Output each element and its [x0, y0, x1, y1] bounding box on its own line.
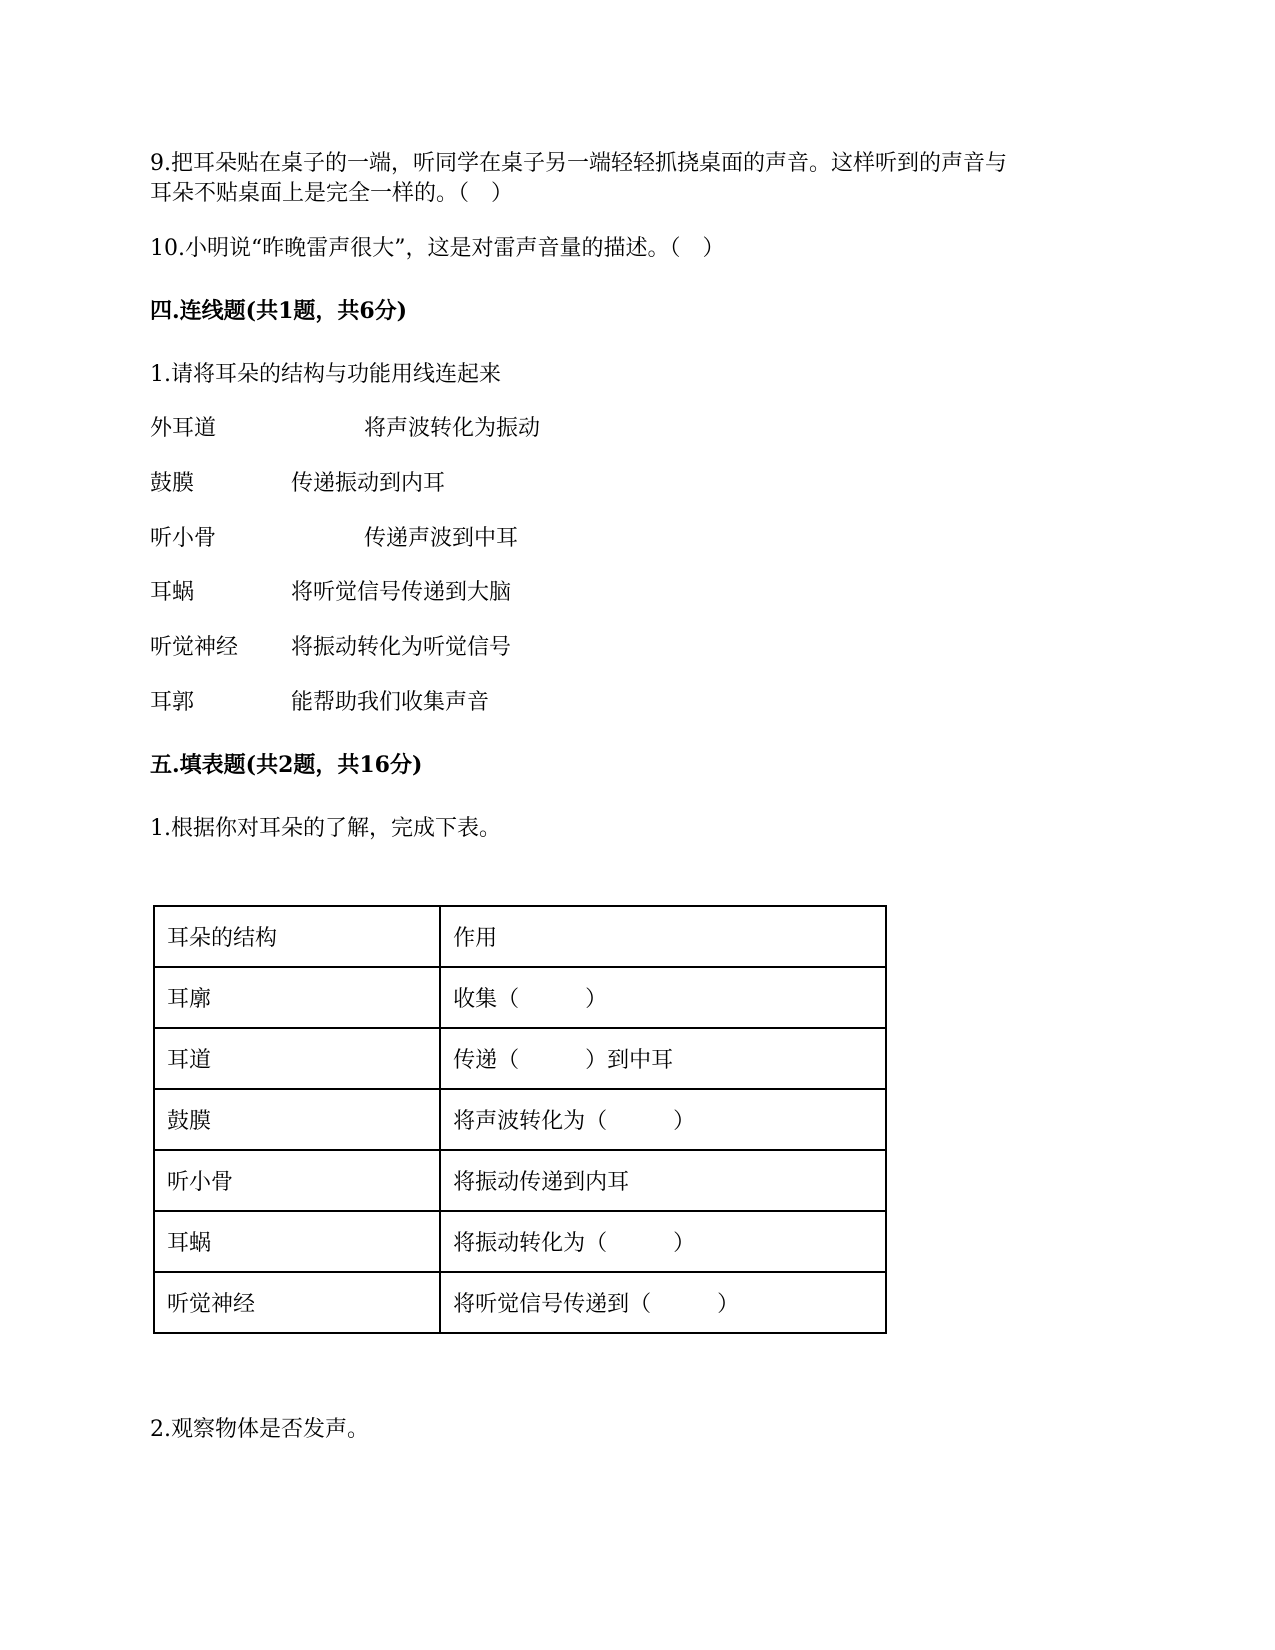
question-9-line-1: 9.把耳朵贴在桌子的一端，听同学在桌子另一端轻轻抓挠桌面的声音。这样听到的声音与 [150, 151, 1007, 176]
table-cell-structure: 听小骨 [154, 1150, 440, 1211]
matching-right-4: 将听觉信号传递到大脑 [291, 580, 512, 605]
question-10: 10.小明说“昨晚雷声很大”，这是对雷声音量的描述。（ ） [150, 236, 725, 261]
table-cell-structure: 鼓膜 [154, 1089, 440, 1150]
matching-right-3: 传递声波到中耳 [364, 526, 519, 551]
table-cell-structure: 听觉神经 [154, 1272, 440, 1333]
matching-right-1: 将声波转化为振动 [364, 416, 541, 441]
section-5-question-2: 2.观察物体是否发声。 [150, 1417, 369, 1442]
table-cell-function: 传递（ ）到中耳 [440, 1028, 886, 1089]
table-cell-function: 将振动传递到内耳 [440, 1150, 886, 1211]
matching-left-3: 听小骨 [150, 526, 217, 551]
matching-right-6: 能帮助我们收集声音 [291, 690, 490, 715]
table-row [154, 1272, 886, 1333]
table-header-cell: 耳朵的结构 [154, 906, 440, 967]
section-4-question-1: 1.请将耳朵的结构与功能用线连起来 [150, 362, 501, 387]
section-5-question-1: 1.根据你对耳朵的了解，完成下表。 [150, 816, 501, 841]
table-row [154, 1089, 886, 1150]
matching-left-1: 外耳道 [150, 416, 217, 441]
matching-left-2: 鼓膜 [150, 471, 195, 496]
matching-left-5: 听觉神经 [150, 635, 239, 660]
matching-left-6: 耳郭 [150, 690, 195, 715]
table-row [154, 1028, 886, 1089]
table-cell-function: 将听觉信号传递到（ ） [440, 1272, 886, 1333]
table-cell-function: 收集（ ） [440, 967, 886, 1028]
matching-right-5: 将振动转化为听觉信号 [291, 635, 512, 660]
table-row [154, 1211, 886, 1272]
matching-left-4: 耳蜗 [150, 580, 195, 605]
question-9-line-2: 耳朵不贴桌面上是完全一样的。（ ） [150, 181, 514, 206]
section-4-heading: 四.连线题(共1题，共6分) [150, 298, 408, 324]
table-cell-structure: 耳蜗 [154, 1211, 440, 1272]
table-row [154, 967, 886, 1028]
table-cell-function: 将声波转化为（ ） [440, 1089, 886, 1150]
table-cell-function: 将振动转化为（ ） [440, 1211, 886, 1272]
table-header-row [154, 906, 886, 967]
matching-right-2: 传递振动到内耳 [291, 471, 446, 496]
section-5-heading: 五.填表题(共2题，共16分) [150, 752, 423, 778]
ear-structure-table [153, 905, 887, 1334]
table-cell-structure: 耳道 [154, 1028, 440, 1089]
table-header-cell: 作用 [440, 906, 886, 967]
table-cell-structure: 耳廓 [154, 967, 440, 1028]
table-row [154, 1150, 886, 1211]
